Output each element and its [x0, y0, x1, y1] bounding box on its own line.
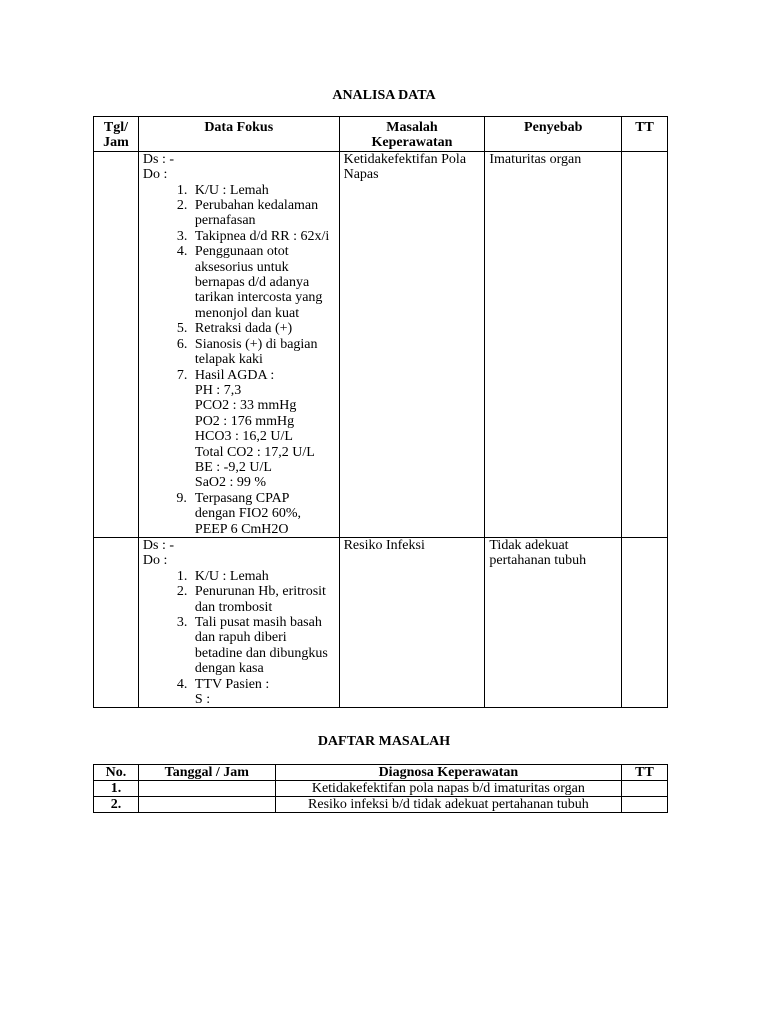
- header-masalah-line1: Masalah: [386, 120, 438, 135]
- cell-diagnosa: Ketidakefektifan pola napas b/d imaturitas organ: [275, 781, 621, 797]
- item9-line: Terpasang CPAP: [194, 490, 290, 506]
- list-item: 4. Penggunaan otot aksesorius untuk bernapas d/d adanya tarikan intercosta yang menonjol dan kuat: [191, 244, 335, 321]
- list-item-number: 9.: [176, 490, 187, 506]
- ttv-sub-line: S :: [194, 692, 211, 708]
- header-no: No.: [94, 765, 139, 781]
- do-line: Do :: [142, 167, 168, 183]
- cell-no: 2.: [94, 797, 139, 813]
- item9-line: PEEP 6 CmH2O: [194, 521, 289, 537]
- cell-penyebab: Imaturitas organ: [485, 151, 622, 537]
- table-row: [94, 797, 668, 813]
- header-diagnosa: Diagnosa Keperawatan: [275, 765, 621, 781]
- list-item: 4. TTV Pasien :: [191, 677, 335, 692]
- cell-data-fokus: [138, 151, 339, 537]
- daftar-masalah-table: [93, 764, 668, 813]
- header-tt: TT: [622, 765, 668, 781]
- cell-tt: [622, 151, 668, 537]
- do-line: Do :: [142, 553, 168, 569]
- agda-value: PCO2 : 33 mmHg: [194, 398, 297, 414]
- list-item-text: [195, 491, 301, 537]
- list-item: 2. Perubahan kedalaman pernafasan: [191, 198, 335, 229]
- cell-tgl-jam: [94, 537, 139, 707]
- agda-value: BE : -9,2 U/L: [194, 459, 272, 475]
- data-fokus-list: [143, 569, 335, 692]
- agda-value: PH : 7,3: [194, 382, 242, 398]
- cell-diagnosa: Resiko infeksi b/d tidak adekuat pertahanan tubuh: [275, 797, 621, 813]
- agda-values: [195, 383, 335, 491]
- agda-value: Total CO2 : 17,2 U/L: [194, 444, 315, 460]
- list-item: 3. Takipnea d/d RR : 62x/i: [191, 229, 335, 244]
- agda-value: HCO3 : 16,2 U/L: [194, 429, 293, 445]
- table-row: [94, 537, 668, 707]
- header-tt: TT: [622, 117, 668, 152]
- ds-line: Ds : -: [142, 151, 175, 167]
- list-item-9: [143, 491, 335, 537]
- analisa-data-title: ANALISA DATA: [332, 88, 436, 103]
- cell-tgl-jam: [94, 151, 139, 537]
- header-tgl: Tgl/: [103, 120, 129, 135]
- cell-tanggal: [138, 797, 275, 813]
- list-item: 3. Tali pusat masih basah dan rapuh diberi betadine dan dibungkus dengan kasa: [191, 615, 335, 677]
- header-masalah-line2: Keperawatan: [371, 135, 453, 151]
- cell-tt: [622, 537, 668, 707]
- header-data-fokus: Data Fokus: [138, 117, 339, 152]
- table-header-row: [94, 765, 668, 781]
- header-tgl-jam: [94, 117, 139, 152]
- list-item: 2. Penurunan Hb, eritrosit dan trombosit: [191, 584, 335, 615]
- header-penyebab: Penyebab: [485, 117, 622, 152]
- agda-value: SaO2 : 99 %: [194, 475, 267, 491]
- list-item: 1. K/U : Lemah: [191, 569, 335, 584]
- header-masalah: [339, 117, 485, 152]
- cell-data-fokus: [138, 537, 339, 707]
- list-item: 6. Sianosis (+) di bagian telapak kaki: [191, 337, 335, 368]
- table-row: [94, 781, 668, 797]
- header-jam: Jam: [103, 135, 129, 151]
- cell-tt: [622, 781, 668, 797]
- list-item: 5. Retraksi dada (+): [191, 321, 335, 336]
- ds-line: Ds : -: [142, 537, 175, 553]
- cell-no: 1.: [94, 781, 139, 797]
- cell-masalah: Resiko Infeksi: [339, 537, 485, 707]
- table-row: [94, 151, 668, 537]
- cell-tanggal: [138, 781, 275, 797]
- header-tanggal-jam: Tanggal / Jam: [138, 765, 275, 781]
- list-item: 1. K/U : Lemah: [191, 183, 335, 198]
- cell-masalah: Ketidakefektifan Pola Napas: [339, 151, 485, 537]
- analisa-data-table: [93, 116, 668, 708]
- agda-value: PO2 : 176 mmHg: [194, 413, 295, 429]
- cell-penyebab: Tidak adekuat pertahanan tubuh: [485, 537, 622, 707]
- data-fokus-list: [143, 183, 335, 383]
- daftar-masalah-title: DAFTAR MASALAH: [317, 734, 451, 749]
- table-header-row: [94, 117, 668, 152]
- list-item: 7. Hasil AGDA :: [191, 368, 335, 383]
- cell-tt: [622, 797, 668, 813]
- item9-line: dengan FIO2 60%,: [194, 506, 302, 522]
